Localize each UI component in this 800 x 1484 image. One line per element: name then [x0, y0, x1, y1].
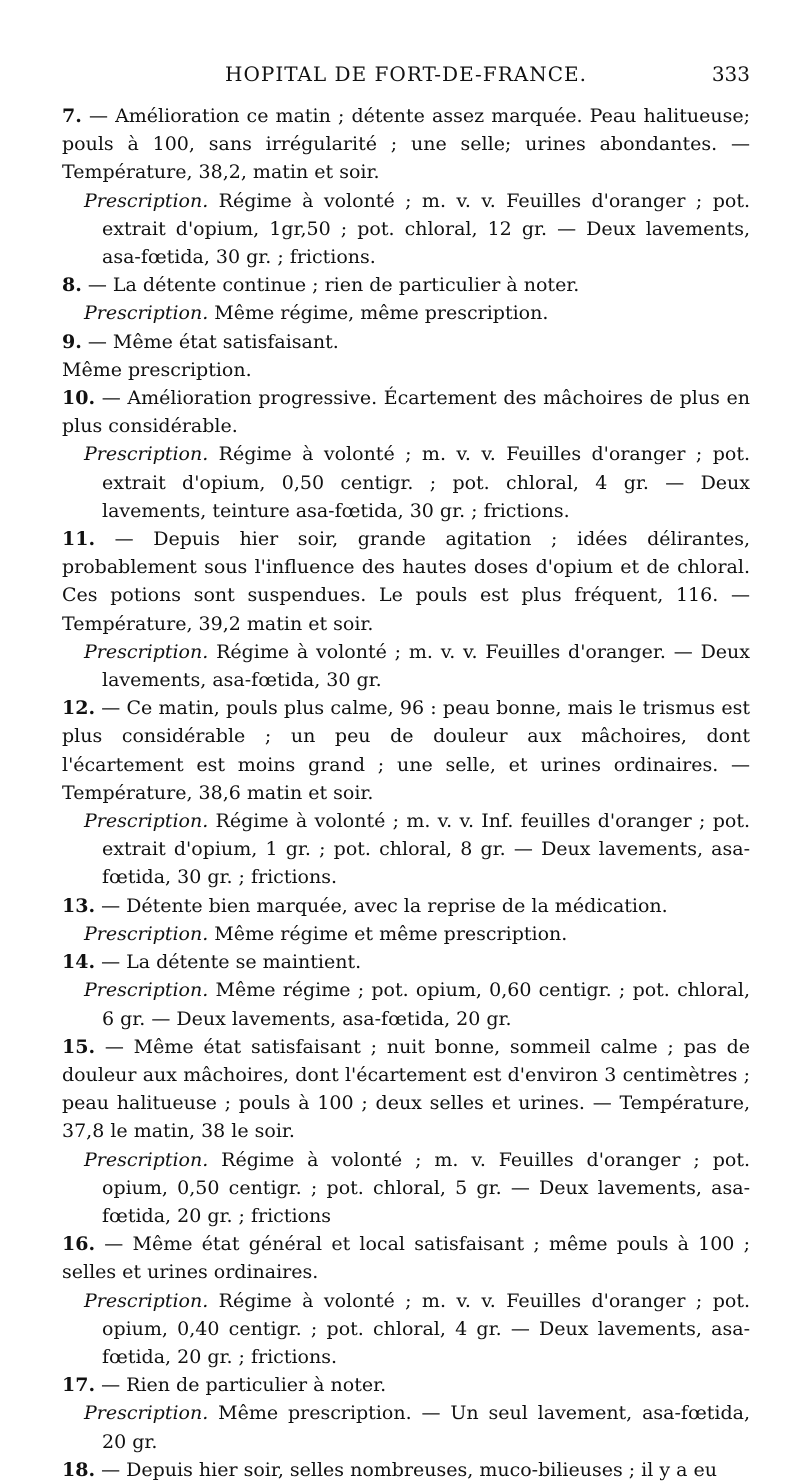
document-page: [62, 56, 750, 1481]
prescription-label: Prescription.: [84, 1289, 209, 1312]
day-observation: — La détente continue ; rien de particulier à noter.: [81, 274, 580, 297]
prescription-label: Prescription.: [84, 979, 209, 1002]
prescription-text: Même régime et même prescription.: [208, 922, 568, 945]
day-observation: — Depuis hier soir, grande agitation ; idées délirantes, probablement sous l'influence des hautes doses d'opium et de chloral. Ces potions sont suspendues. Le pouls est plus fréquent, 116. — Température, 39,2 matin et soir.: [62, 528, 750, 635]
day-number: 9.: [62, 330, 82, 353]
clinical-notes: [62, 102, 750, 1484]
prescription-entry: [62, 187, 750, 272]
prescription-label: Prescription.: [84, 640, 209, 663]
prescription-text: Même régime, même prescription.: [208, 302, 549, 325]
day-observation: — Ce matin, pouls plus calme, 96 : peau bonne, mais le trismus est plus considérable ; un peu de douleur aux mâchoires, dont l'écartement est moins grand ; une selle, et urines ordinaires. — Température, 38,6 matin et soir.: [62, 697, 750, 804]
day-number: 10.: [62, 387, 96, 410]
day-observation: — La détente se maintient.: [95, 951, 362, 974]
day-entry: [62, 1371, 750, 1399]
page-number: 333: [711, 62, 750, 86]
prescription-text: Régime à volonté ; m. v. v. Inf. feuilles d'oranger ; pot. extrait d'opium, 1 gr. ; pot. chloral, 8 gr. — Deux lavements, asa-fœtida, 30 gr. ; frictions.: [102, 810, 750, 889]
day-number: 16.: [62, 1233, 96, 1256]
day-observation: — Même état satisfaisant ; nuit bonne, sommeil calme ; pas de douleur aux mâchoires, dont l'écartement est d'environ 3 centimètres ; peau halitueuse ; pouls à 100 ; deux selles et urines. — Température, 37,8 le matin, 38 le soir.: [62, 1035, 750, 1143]
prescription-entry: [62, 299, 750, 327]
prescription-label: Prescription.: [84, 922, 209, 945]
day-observation: — Même état général et local satisfaisant ; même pouls à 100 ; selles et urines ordinaires.: [62, 1233, 750, 1284]
prescription-text: Même régime ; pot. opium, 0,60 centigr. ; pot. chloral, 6 gr. — Deux lavements, asa-fœtida, 20 gr.: [102, 979, 750, 1030]
day-entry: [62, 892, 750, 920]
day-entry: [62, 1230, 750, 1286]
plain-note: Même prescription.: [62, 358, 252, 381]
prescription-entry: [62, 1287, 750, 1372]
prescription-entry: [62, 1146, 750, 1231]
day-entry: [62, 384, 750, 440]
day-entry: [62, 1033, 750, 1146]
prescription-label: Prescription.: [84, 1402, 209, 1425]
prescription-entry: [62, 976, 750, 1032]
prescription-text: Régime à volonté ; m. v. v. Feuilles d'oranger ; pot. extrait d'opium, 0,50 centigr. ; pot. chloral, 4 gr. — Deux lavements, teinture asa-fœtida, 30 gr. ; frictions.: [102, 443, 750, 522]
day-observation: — Amélioration progressive. Écartement des mâchoires de plus en plus considérable.: [62, 387, 750, 438]
day-number: 14.: [62, 951, 96, 974]
day-entry: [62, 328, 750, 356]
prescription-text: Même prescription. — Un seul lavement, asa-fœtida, 20 gr.: [102, 1402, 750, 1453]
prescription-label: Prescription.: [84, 443, 209, 466]
day-number: 12.: [62, 697, 96, 720]
day-entry: [62, 1456, 750, 1484]
day-entry: [62, 694, 750, 807]
day-entry: [62, 948, 750, 976]
day-observation: — Depuis hier soir, selles nombreuses, muco-bilieuses ; il y a eu: [95, 1458, 717, 1481]
page-header: [62, 56, 750, 92]
prescription-entry: [62, 807, 750, 892]
prescription-label: Prescription.: [84, 189, 209, 212]
prescription-entry: [62, 920, 750, 948]
day-entry: [62, 271, 750, 299]
day-entry: [62, 525, 750, 638]
prescription-entry: [62, 638, 750, 694]
day-number: 13.: [62, 894, 96, 917]
day-number: 15.: [62, 1035, 96, 1058]
prescription-text: Régime à volonté ; m. v. v. Feuilles d'oranger ; pot. opium, 0,40 centigr. ; pot. chloral, 4 gr. — Deux lavements, asa-fœtida, 20 gr. ; frictions.: [102, 1289, 750, 1368]
day-number: 18.: [62, 1458, 96, 1481]
prescription-label: Prescription.: [84, 302, 209, 325]
prescription-text: Régime à volonté ; m. v. v. Feuilles d'oranger ; pot. extrait d'opium, 1gr,50 ; pot. chloral, 12 gr. — Deux lavements, asa-fœtida, 30 gr. ; frictions.: [102, 189, 750, 269]
day-observation: — Détente bien marquée, avec la reprise de la médication.: [95, 894, 668, 917]
day-number: 8.: [62, 274, 82, 297]
prescription-text: Régime à volonté ; m. v. v. Feuilles d'oranger. — Deux lavements, asa-fœtida, 30 gr.: [102, 640, 750, 692]
day-observation: — Amélioration ce matin ; détente assez marquée. Peau halitueuse; pouls à 100, sans irrégularité ; une selle; urines abondantes. — Température, 38,2, matin et soir.: [62, 105, 750, 184]
day-number: 11.: [62, 528, 96, 551]
day-observation: — Même état satisfaisant.: [81, 330, 339, 353]
day-observation: — Rien de particulier à noter.: [95, 1374, 387, 1397]
day-number: 7.: [62, 105, 82, 127]
prescription-text: Régime à volonté ; m. v. Feuilles d'oranger ; pot. opium, 0,50 centigr. ; pot. chloral, 5 gr. — Deux lavements, asa-fœtida, 20 gr. ; frictions: [102, 1148, 750, 1227]
day-number: 17.: [62, 1374, 96, 1397]
prescription-label: Prescription.: [84, 810, 209, 833]
prescription-entry: [62, 1399, 750, 1455]
day-entry: [62, 102, 750, 187]
prescription-entry: [62, 440, 750, 525]
running-title: HOPITAL DE FORT-DE-FRANCE.: [225, 62, 587, 86]
prescription-label: Prescription.: [84, 1148, 209, 1171]
